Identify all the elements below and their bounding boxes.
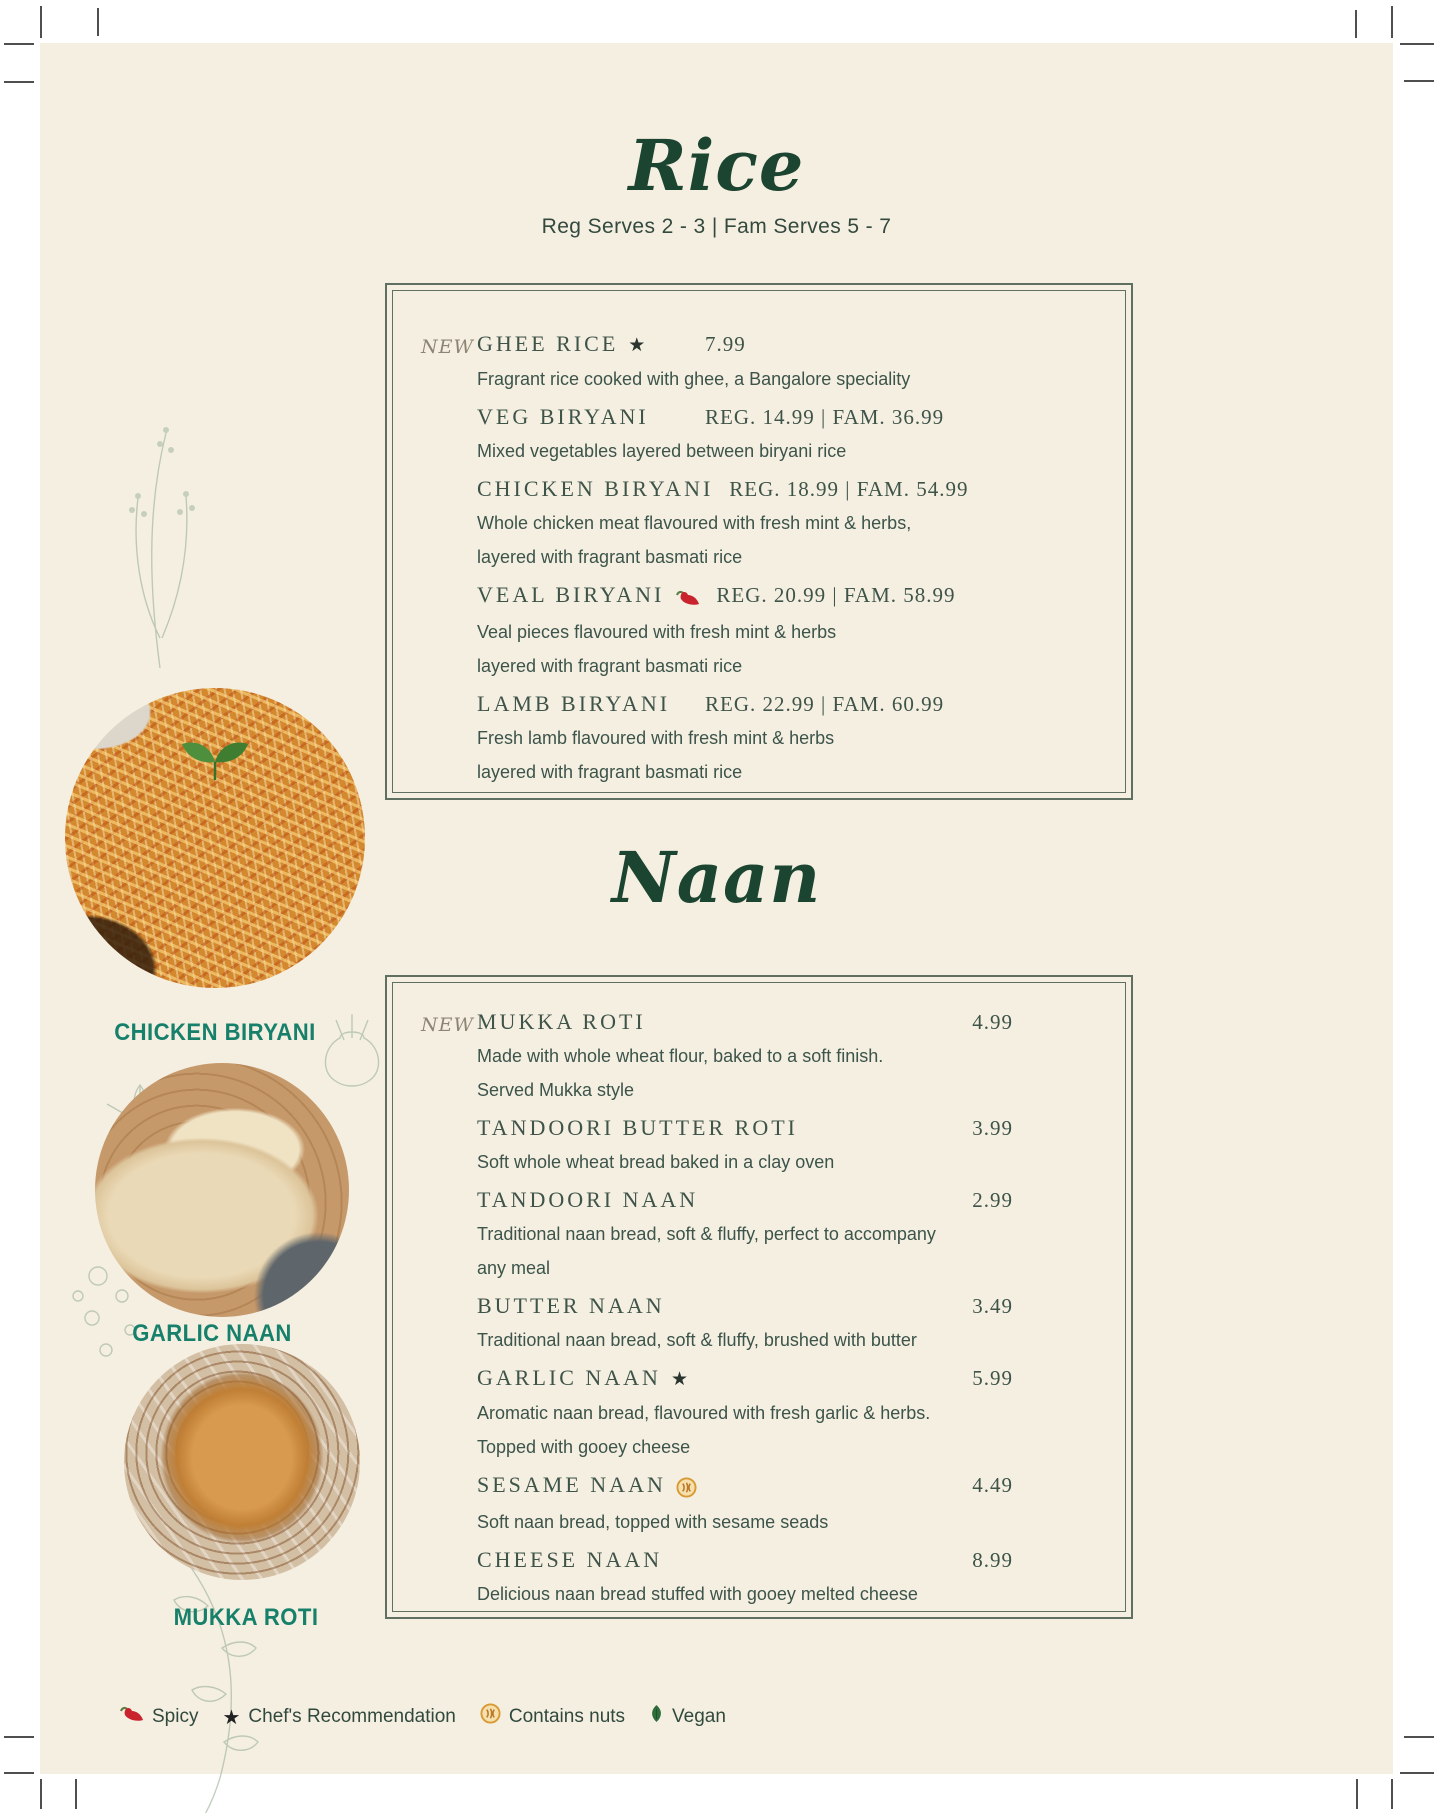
menu-item-name-wrap [477, 1007, 646, 1037]
nut-icon [676, 1473, 697, 1503]
menu-item-name: TANDOORI NAAN [477, 1187, 699, 1212]
menu-item-price: 7.99 [705, 332, 746, 356]
menu-item-row [477, 1185, 1013, 1215]
menu-item-price: 8.99 [972, 1548, 1013, 1572]
menu-item-description-line: any meal [477, 1258, 551, 1278]
legend-vegan [649, 1704, 726, 1729]
menu-item-price: 3.99 [972, 1116, 1013, 1140]
menu-item-description-line: Served Mukka style [477, 1080, 635, 1100]
menu-item-price: 5.99 [972, 1366, 1013, 1390]
menu-item [421, 329, 1013, 394]
new-badge: NEW [421, 336, 475, 358]
rice-section-title: Rice [628, 124, 805, 207]
legend-chefs-recommendation [222, 1705, 455, 1729]
menu-item-description-line: Soft whole wheat bread baked in a clay oven [477, 1152, 835, 1172]
menu-item-price: REG. 22.99 | FAM. 60.99 [705, 692, 945, 716]
menu-item [477, 1291, 1013, 1355]
menu-item-name-wrap [477, 402, 689, 432]
menu-item-name-wrap [477, 580, 700, 613]
crop-mark-tick [4, 43, 34, 45]
menu-item-name-wrap [477, 1363, 688, 1394]
menu-item-price: 2.99 [972, 1188, 1013, 1212]
menu-item [477, 1185, 1013, 1283]
menu-item [477, 689, 1013, 787]
menu-item-name-wrap [477, 1545, 662, 1575]
legend-contains-nuts-label: Contains nuts [508, 1705, 626, 1727]
menu-item [477, 1113, 1013, 1177]
menu-item-price: REG. 18.99 | FAM. 54.99 [729, 477, 969, 501]
crop-mark-tick [1404, 1736, 1434, 1738]
menu-item-name: VEG BIRYANI [477, 404, 649, 429]
menu-item-price: 3.49 [972, 1294, 1013, 1318]
menu-item-name: CHEESE NAAN [477, 1547, 663, 1572]
menu-item-description-line: Made with whole wheat flour, baked to a soft finish. [477, 1046, 884, 1066]
menu-item-description-line: Fresh lamb flavoured with fresh mint & herbs [477, 728, 835, 748]
garlic-naan-photo [95, 1063, 349, 1317]
naan-section-title: Naan [611, 836, 822, 919]
menu-item-price: REG. 20.99 | FAM. 58.99 [716, 583, 956, 607]
menu-item-row [477, 1291, 1013, 1321]
menu-item-name: VEAL BIRYANI [477, 582, 665, 607]
menu-item-row [477, 689, 1013, 719]
star-icon: ★ [222, 1704, 241, 1729]
menu-item-name-wrap [477, 1185, 698, 1215]
menu-item-row [477, 402, 1013, 432]
crop-mark-tick [1355, 10, 1357, 38]
chili-icon [118, 1705, 144, 1728]
menu-item-description-line: Whole chicken meat flavoured with fresh mint & herbs, [477, 513, 912, 533]
menu-item-name: GARLIC NAAN [477, 1365, 661, 1390]
legend-chefs-recommendation-label: Chef's Recommendation [248, 1705, 456, 1727]
menu-item-name-wrap [477, 1470, 697, 1503]
chili-icon [674, 583, 700, 613]
menu-item-name-wrap [477, 1291, 665, 1321]
legend-spicy-label: Spicy [152, 1705, 199, 1727]
menu-item [421, 1007, 1013, 1105]
menu-item-name: BUTTER NAAN [477, 1293, 665, 1318]
naan-menu-box [385, 975, 1133, 1619]
crop-mark-tick [1404, 80, 1434, 82]
chicken-biryani-photo-label: CHICKEN BIRYANI [114, 1019, 316, 1046]
legend-vegan-label: Vegan [672, 1705, 726, 1727]
menu-item-row [421, 1007, 1013, 1037]
menu-item-name: GHEE RICE [477, 331, 619, 356]
menu-item-name-wrap [477, 689, 689, 719]
nut-icon [480, 1703, 501, 1730]
mukka-roti-photo [124, 1344, 360, 1580]
menu-item-name: CHICKEN BIRYANI [477, 476, 714, 501]
menu-item [477, 1363, 1013, 1462]
menu-item-description-line: Mixed vegetables layered between biryani rice [477, 441, 847, 461]
menu-item-name: TANDOORI BUTTER ROTI [477, 1115, 798, 1140]
new-badge: NEW [421, 1014, 475, 1036]
menu-item-row [477, 580, 1013, 613]
menu-item-price: 4.49 [972, 1473, 1013, 1497]
rice-menu-box [385, 283, 1133, 800]
crop-mark-tick [4, 1736, 34, 1738]
menu-item-description-line: Veal pieces flavoured with fresh mint & herbs [477, 622, 837, 642]
menu-item-description-line: Soft naan bread, topped with sesame seads [477, 1512, 829, 1532]
mint-leaf-garnish [178, 736, 252, 784]
menu-item-description-line: Traditional naan bread, soft & fluffy, perfect to accompany [477, 1224, 936, 1244]
menu-item [477, 1470, 1013, 1537]
menu-page [40, 43, 1393, 1774]
crop-mark-tick [4, 81, 34, 83]
menu-item-description-line: layered with fragrant basmati rice [477, 547, 743, 567]
legend [118, 1703, 726, 1730]
menu-item-description-line: layered with fragrant basmati rice [477, 656, 743, 676]
menu-item-price: REG. 14.99 | FAM. 36.99 [705, 405, 945, 429]
menu-item [477, 580, 1013, 681]
naan-item-list [421, 1007, 1013, 1609]
menu-item-row [477, 1545, 1013, 1575]
menu-item-name-wrap [477, 329, 689, 360]
menu-item-description-line: layered with fragrant basmati rice [477, 762, 743, 782]
crop-mark-tick [40, 1779, 42, 1809]
menu-item-name: MUKKA ROTI [477, 1009, 646, 1034]
menu-item-price: 4.99 [972, 1010, 1013, 1034]
menu-item-name-wrap [477, 1113, 798, 1143]
menu-item [477, 474, 1013, 572]
crop-mark-tick [1391, 6, 1393, 38]
menu-item-name-wrap [477, 474, 713, 504]
menu-item-row [477, 1363, 1013, 1394]
menu-item-row [477, 474, 1013, 504]
crop-mark-tick [1400, 1772, 1434, 1774]
crop-mark-tick [97, 8, 99, 36]
menu-item-row [421, 329, 1013, 360]
menu-item [477, 402, 1013, 466]
leaf-icon [649, 1704, 664, 1729]
star-icon: ★ [670, 1368, 688, 1390]
menu-item-description-line: Aromatic naan bread, flavoured with fresh garlic & herbs. [477, 1403, 931, 1423]
legend-spicy [118, 1705, 198, 1728]
menu-item [477, 1545, 1013, 1609]
rice-item-list [421, 329, 1013, 787]
crop-mark-tick [1400, 43, 1434, 45]
crop-mark-tick [75, 1779, 77, 1809]
menu-item-name: LAMB BIRYANI [477, 691, 671, 716]
menu-item-row [477, 1470, 1013, 1503]
chicken-biryani-photo [65, 688, 365, 988]
crop-mark-tick [1391, 1779, 1393, 1809]
legend-contains-nuts [480, 1703, 625, 1730]
menu-item-description-line: Fragrant rice cooked with ghee, a Bangalore speciality [477, 369, 911, 389]
menu-item-description-line: Traditional naan bread, soft & fluffy, brushed with butter [477, 1330, 917, 1350]
crop-mark-tick [1356, 1779, 1358, 1809]
star-icon: ★ [628, 334, 646, 356]
menu-item-name: SESAME NAAN [477, 1472, 666, 1497]
menu-item-row [477, 1113, 1013, 1143]
crop-mark-tick [40, 6, 42, 38]
crop-mark-tick [4, 1772, 34, 1774]
garlic-naan-photo-label: GARLIC NAAN [132, 1320, 292, 1347]
rice-serving-note: Reg Serves 2 - 3 | Fam Serves 5 - 7 [541, 215, 892, 238]
menu-item-description-line: Delicious naan bread stuffed with gooey melted cheese [477, 1584, 918, 1604]
menu-item-description-line: Topped with gooey cheese [477, 1437, 691, 1457]
mukka-roti-photo-label: MUKKA ROTI [173, 1604, 319, 1631]
